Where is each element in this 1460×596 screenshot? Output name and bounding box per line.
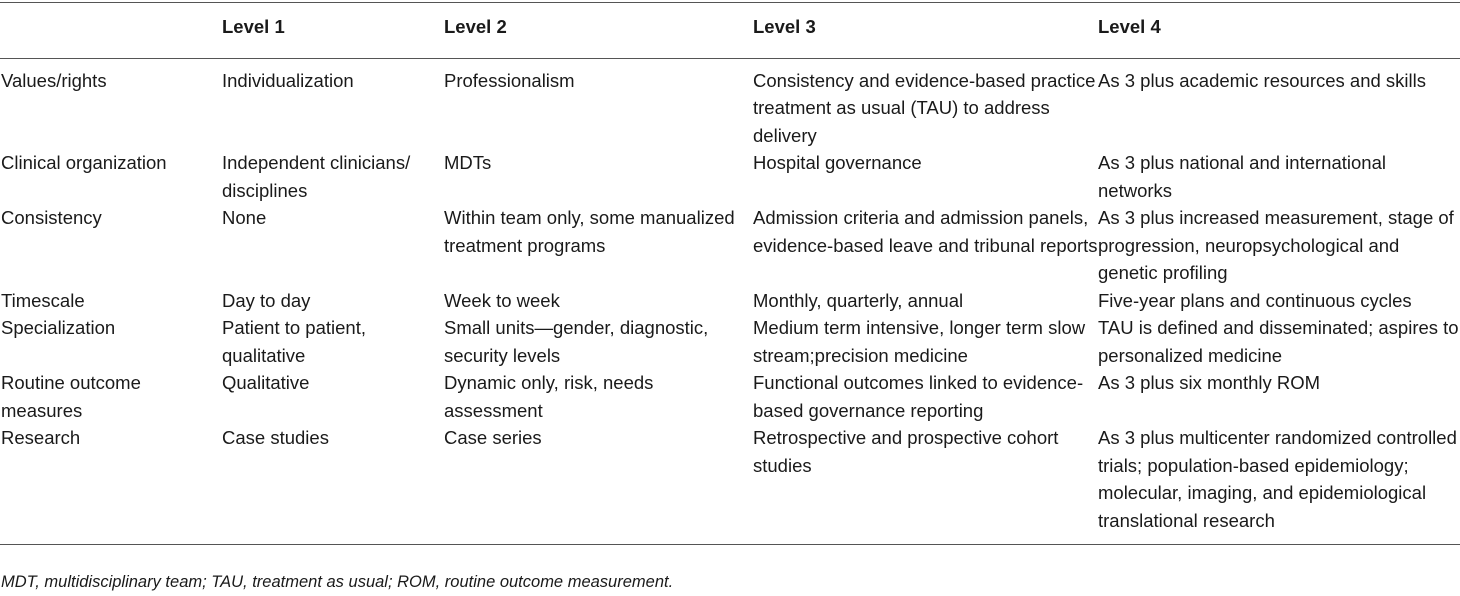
- table-cell: Medium term intensive, longer term slow stream;precision medicine: [753, 317, 1086, 366]
- header-level-4: Level 4: [1098, 16, 1161, 37]
- header-level-1: Level 1: [222, 16, 285, 37]
- table-cell: Consistency and evidence-based practice treatment as usual (TAU) to address delivery: [753, 69, 1096, 146]
- table-row: [0, 369, 1460, 424]
- table-cell: None: [222, 207, 267, 228]
- table-cell: As 3 plus increased measurement, stage of progression, neuropsychological and genetic profiling: [1098, 207, 1454, 283]
- table-cell: Monthly, quarterly, annual: [753, 289, 964, 311]
- table-cell: Independent clinicians/ disciplines: [222, 152, 411, 201]
- table-cell: Functional outcomes linked to evidence-based governance reporting: [753, 372, 1084, 421]
- table-row: [0, 314, 1460, 369]
- table-cell: Admission criteria and admission panels, evidence-based leave and tribunal reports: [753, 207, 1098, 256]
- row-label: Specialization: [1, 317, 116, 338]
- table-cell: As 3 plus national and international networks: [1098, 152, 1386, 201]
- header-corner: [0, 3, 222, 59]
- table-cell: Case series: [444, 427, 542, 448]
- table-row: [0, 58, 1460, 149]
- table-cell: Qualitative: [222, 372, 310, 393]
- table-row: [0, 204, 1460, 287]
- table-cell: Within team only, some manualized treatment programs: [444, 207, 735, 256]
- table-header-row: [0, 3, 1460, 59]
- table-cell: As 3 plus multicenter randomized controlled trials; population-based epidemiology; molecular, imaging, and epidemiological translational research: [1098, 427, 1457, 531]
- table-cell: As 3 plus academic resources and skills: [1098, 69, 1427, 91]
- row-label: Research: [1, 427, 81, 448]
- table-cell: Case studies: [222, 427, 329, 448]
- header-level-3: Level 3: [753, 16, 816, 37]
- levels-table: [0, 2, 1460, 545]
- table-cell: Hospital governance: [753, 152, 922, 173]
- table-cell: Five-year plans and continuous cycles: [1098, 289, 1412, 311]
- header-level-2: Level 2: [444, 16, 507, 37]
- table-cell: Patient to patient, qualitative: [222, 317, 366, 366]
- row-label: Routine outcome measures: [1, 372, 141, 421]
- table-cell: Professionalism: [444, 69, 575, 91]
- table-cell: MDTs: [444, 152, 492, 173]
- table-cell: As 3 plus six monthly ROM: [1098, 372, 1321, 393]
- row-label: Consistency: [1, 207, 102, 228]
- table-cell: Dynamic only, risk, needs assessment: [444, 372, 654, 421]
- row-label: Timescale: [1, 289, 85, 311]
- table-cell: Week to week: [444, 289, 560, 311]
- table-cell: Retrospective and prospective cohort studies: [753, 427, 1059, 476]
- table-row: [0, 149, 1460, 204]
- table-cell: Day to day: [222, 289, 311, 311]
- table-row: [0, 287, 1460, 315]
- row-label: Clinical organization: [1, 152, 167, 173]
- row-label: Values/rights: [1, 69, 107, 91]
- table-row: [0, 424, 1460, 545]
- table-cell: TAU is defined and disseminated; aspires to personalized medicine: [1098, 317, 1459, 366]
- table-cell: Small units—gender, diagnostic, security levels: [444, 317, 709, 366]
- table-cell: Individualization: [222, 69, 354, 91]
- table-footnote: MDT, multidisciplinary team; TAU, treatment as usual; ROM, routine outcome measurement.: [1, 573, 674, 591]
